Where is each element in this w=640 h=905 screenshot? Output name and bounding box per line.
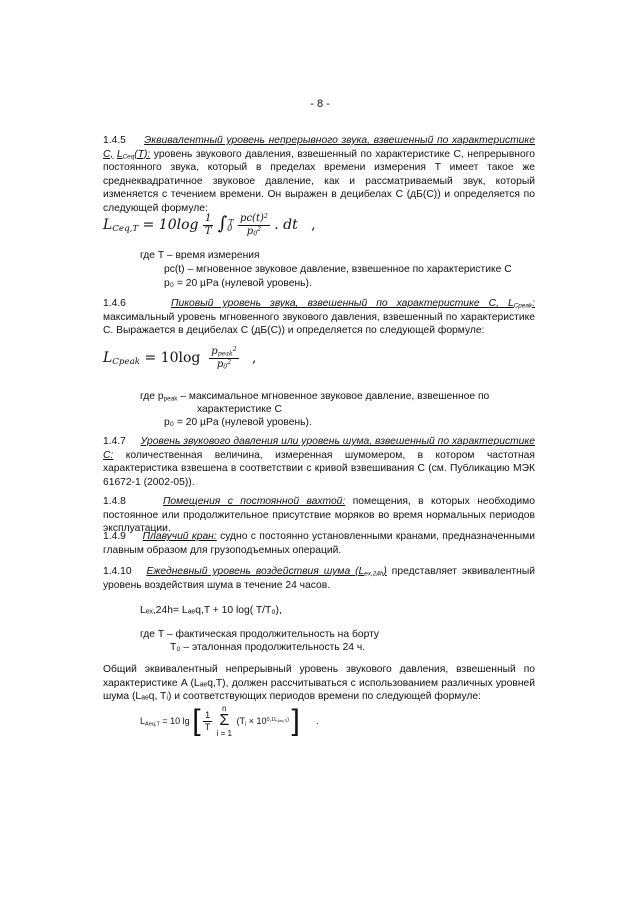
term-title: Плавучий кран: [142, 531, 217, 542]
term-title: Уровень звукового давления или уровень шума, взвешенный по характеристике C: [103, 436, 535, 461]
term-symbol-arg: (T): [134, 148, 151, 160]
section-number: 1.4.5 [103, 135, 126, 146]
definition-text: представляет эквивалентный уровень воздействия шума в течение 24 часов. [103, 566, 535, 591]
where-1-4-10-line2: T₀ – эталонная продолжительность 24 ч. [170, 642, 366, 653]
where-1-4-5-line1: где T – время измерения [140, 250, 260, 261]
formula-lceq: $L_{Ceq,T} = 10\log$ $\frac{1}{T}$ $\int_0^T$ $\frac{pc(t)^2}{p_0^2}$ . dt , [103, 212, 316, 238]
term-title-end: : [532, 298, 535, 309]
term-title: Ежедневный уровень воздействия шума (L [146, 566, 365, 577]
section-1-4-6 [103, 297, 535, 338]
section-1-4-5 [103, 134, 535, 216]
definition-text: судно с постоянно установленными кранами, предназначенными главным образом для грузоподъемных операций. [103, 531, 535, 556]
term-title: Пиковый уровень звука, взвешенный по характеристике C, L [171, 298, 514, 309]
section-number: 1.4.10 [103, 566, 132, 577]
closing-paragraph: Общий эквивалентный непрерывный уровень звукового давления, взвешенный по характеристике A (Lₐₑq,T), должен рассчитываться с использованием различных уровней шума (Lₐₑq, Tᵢ) и соответствующих периодов времени по следующей формуле: [103, 664, 535, 703]
term-title: Помещения с постоянной вахтой: [162, 496, 346, 507]
section-number: 1.4.6 [103, 298, 126, 309]
section-number: 1.4.9 [103, 531, 126, 542]
where-label: где p [140, 391, 164, 402]
where-1-4-6-line3: p₀ = 20 µPa (нулевой уровень). [164, 417, 312, 428]
section-1-4-7 [103, 435, 535, 489]
definition-text: уровень звукового давления, взвешенный по характеристике C, непрерывного постоянного звука, который в пределах времени измерения T имеет такое же среднеквадратичное звуковое давление, как и рассматриваемый звук, который изменяется с течением времени. Он выражен в децибелах C (дБ(C)) и определяется по следующей формуле: [103, 148, 535, 214]
definition-text: количественная величина, измеренная шумомером, в котором частотная характеристика взвешена в соответствии с кривой взвешивания C (см. Публикацию МЭК 61672-1 (2002-05)). [103, 449, 535, 488]
where-1-4-6-line1 [140, 390, 535, 404]
definition-text: помещения, в которых необходимо постоянное или продолжительное присутствие моряков во время нормальных периодов эксплуатации. [103, 496, 535, 535]
where-1-4-10-line1: где T – фактическая продолжительность на борту [140, 629, 380, 640]
page-number: - 8 - [310, 98, 330, 110]
term-title-subscript: ex,24h [364, 570, 384, 578]
section-1-4-9 [103, 530, 535, 557]
term-symbol: L [116, 148, 123, 160]
where-1-4-6-line2: характеристике C [197, 404, 282, 415]
where-1-4-5-line2: pс(t) – мгновенное звуковое давление, взвешенное по характеристике C [164, 264, 512, 275]
section-number: 1.4.8 [103, 496, 126, 507]
formula-lex24h: Lₑₓ,24h= Lₐₑq,T + 10 log( T/T₀), [140, 605, 282, 616]
term-symbol-subscript: Ceq [122, 153, 135, 161]
section-1-4-10 [103, 565, 535, 592]
term-title-subscript: Cpeak [513, 302, 533, 310]
formula-lcpeak: $L_{Cpeak} = 10\log$ $\frac{p_{peak}^2}{p_0^2}$ , [103, 345, 257, 371]
formula-laeq: $L_{Aeq,T} = 10$ lg [ $\frac{1}{T}$ n Σ i = 1 ($T_i \times 10^{0,1L_{Aeq,Ti})}$ ] . [140, 704, 319, 739]
where-text: – максимальное мгновенное звуковое давление, взвешенное по [177, 391, 490, 402]
section-number: 1.4.7 [103, 436, 126, 447]
term-title: Эквивалентный уровень непрерывного звука, взвешенный по характеристике C, [103, 135, 535, 160]
where-subscript: peak [163, 395, 178, 403]
where-1-4-5-line3: p₀ = 20 µPa (нулевой уровень). [164, 278, 312, 289]
term-title-end: ) [383, 566, 387, 577]
definition-text: максимальный уровень мгновенного звукового давления, взвешенный по характеристике C. Выражается в децибелах C (дБ(C)) и определяется по следующей формуле: [103, 311, 535, 337]
